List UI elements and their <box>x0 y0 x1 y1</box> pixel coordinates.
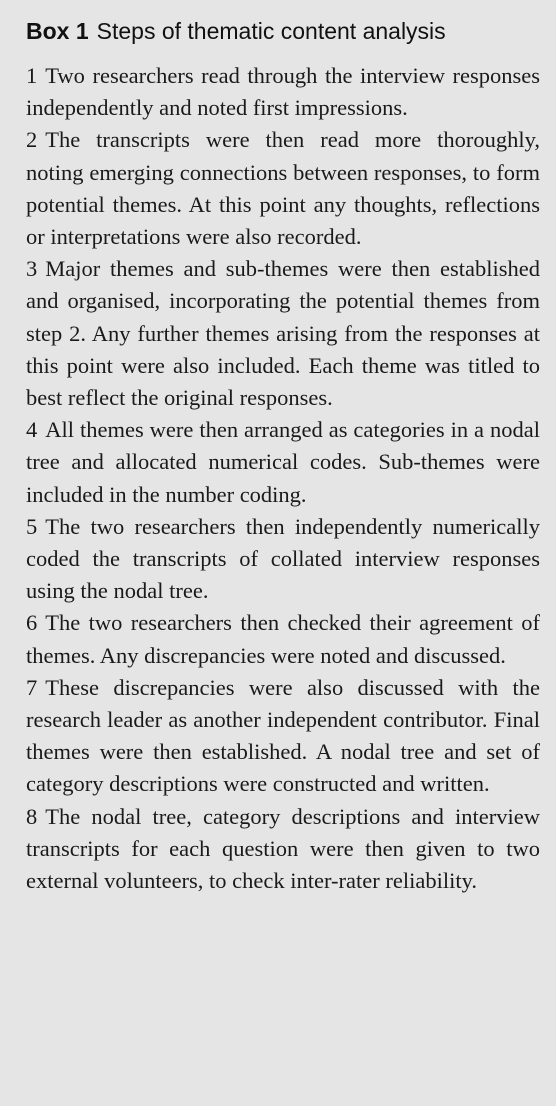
step-text: The nodal tree, category descriptions and interview transcripts for each question were then given to two external volunteers, to check inter-rater reliability. <box>26 803 540 894</box>
step-number: 8 <box>26 803 38 829</box>
step-item <box>26 60 540 124</box>
step-item <box>26 124 540 253</box>
step-item <box>26 801 540 898</box>
step-number: 4 <box>26 417 38 443</box>
step-text: All themes were then arranged as categories in a nodal tree and allocated numerical codes. Sub-themes were included in the number coding. <box>26 417 540 507</box>
box-heading <box>26 14 540 48</box>
step-text: These discrepancies were also discussed with the research leader as another independent contributor. Final themes were then established. A nodal tree and set of category descriptions were constructed and written. <box>26 674 540 797</box>
box-title: Steps of thematic content analysis <box>96 18 446 44</box>
step-number: 5 <box>26 513 38 539</box>
box-label: Box 1 <box>26 18 89 44</box>
step-item <box>26 253 540 414</box>
step-number: 3 <box>26 256 38 282</box>
step-text: The two researchers then checked their agreement of themes. Any discrepancies were noted and discussed. <box>26 610 540 668</box>
step-number: 2 <box>26 127 38 153</box>
step-text: Major themes and sub-themes were then established and organised, incorporating the potential themes from step 2. Any further themes arising from the responses at this point were also included. Each theme was titled to best reflect the original responses. <box>26 256 540 411</box>
step-item <box>26 672 540 801</box>
step-number: 6 <box>26 610 38 636</box>
step-item <box>26 511 540 608</box>
step-item <box>26 414 540 511</box>
steps-list <box>26 60 540 897</box>
step-item <box>26 607 540 671</box>
step-text: The transcripts were then read more thoroughly, noting emerging connections between responses, to form potential themes. At this point any thoughts, reflections or interpretations were also recorded. <box>26 127 540 250</box>
step-number: 1 <box>26 63 38 88</box>
step-number: 7 <box>26 674 38 700</box>
step-text: Two researchers read through the interview responses independently and noted first impressions. <box>26 63 540 121</box>
step-text: The two researchers then independently numerically coded the transcripts of collated interview responses using the nodal tree. <box>26 513 540 604</box>
